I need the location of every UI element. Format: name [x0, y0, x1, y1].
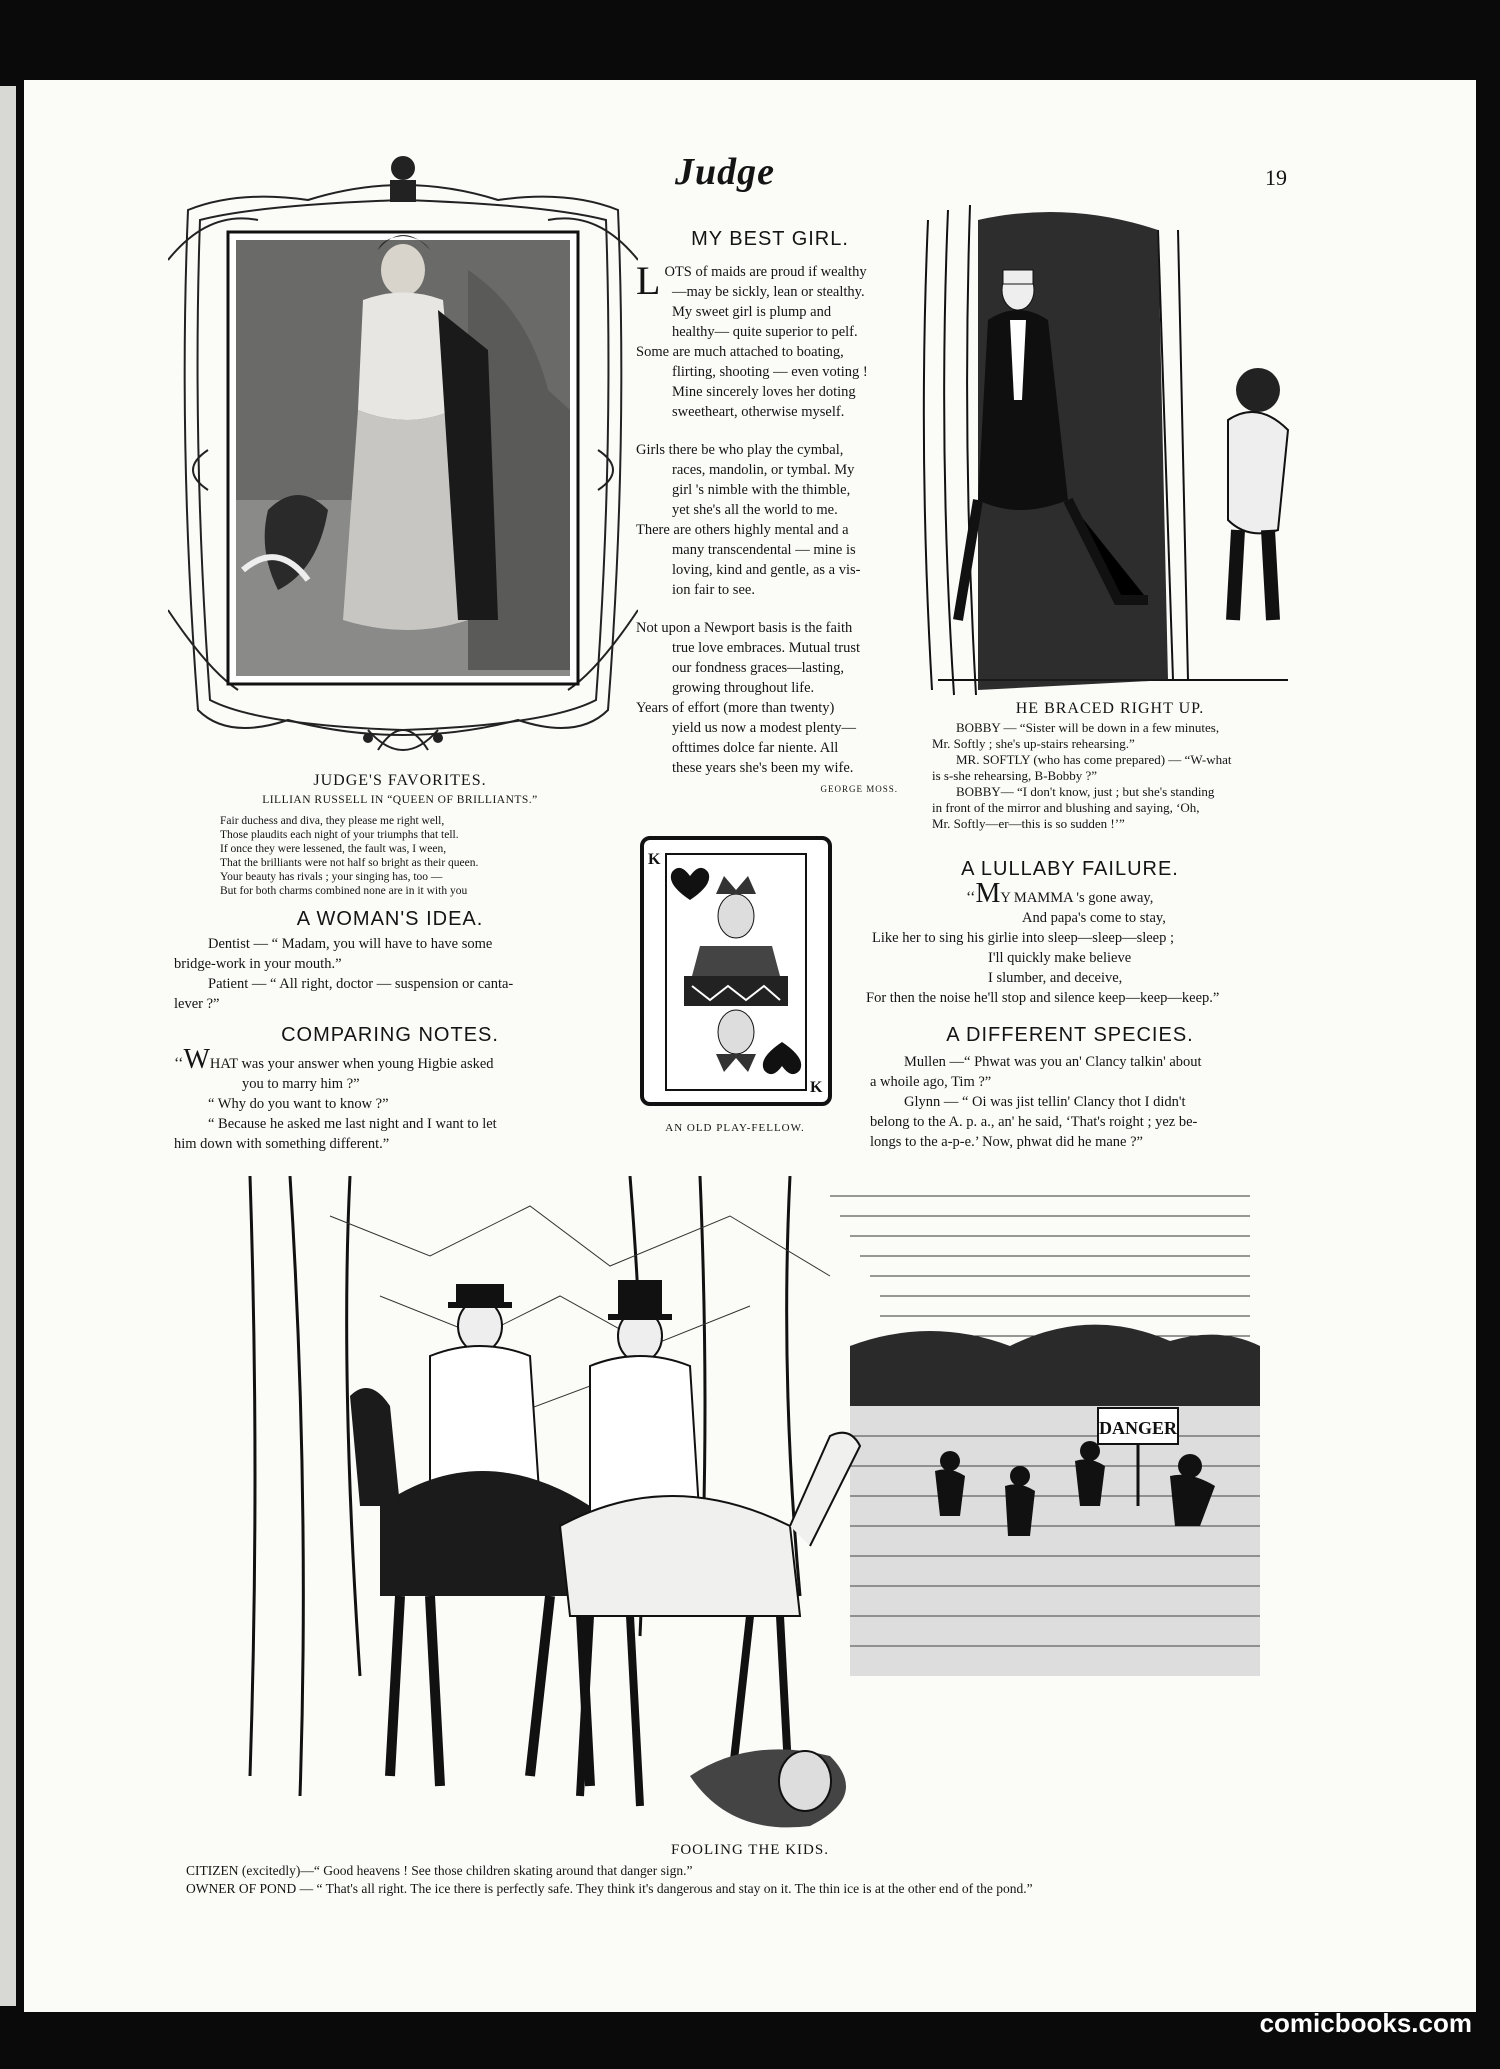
kids-caption-title: FOOLING THE KIDS. [671, 1842, 829, 1858]
species-text [870, 1052, 1308, 1152]
dialogue-line: Patient — “ All right, doctor — suspension or canta- [208, 976, 514, 992]
page-number: 19 [1265, 165, 1287, 190]
dialogue-line: him down with something different.” [174, 1136, 390, 1152]
poem-line: many transcendental — mine is [672, 542, 856, 558]
poem-line: ion fair to see. [672, 582, 755, 598]
dialogue-line: in front of the mirror and blushing and saying, ‘Oh, [932, 800, 1200, 815]
poem-line: yield us now a modest plenty— [672, 720, 857, 736]
king-of-hearts-card-illustration [640, 836, 832, 1106]
dialogue-line: Mr. Softly—er—this is so sudden !’” [932, 816, 1125, 831]
fooling-the-kids-illustration [230, 1176, 1270, 1836]
comparing-title: COMPARING NOTES. [281, 1024, 499, 1046]
poem-line: ofttimes dolce far niente. All [672, 740, 839, 756]
poem-line: Girls there be who play the cymbal, [636, 442, 844, 458]
svg-text:K: K [810, 1079, 823, 1096]
poem-line: —may be sickly, lean or stealthy. [672, 284, 865, 300]
womans-idea-title: A WOMAN'S IDEA. [296, 908, 484, 930]
drop-cap: M [975, 878, 1001, 909]
poem-line: My sweet girl is plump and [672, 304, 832, 320]
dialogue-line: longs to the a-p-e.’ Now, phwat did he mane ?” [870, 1134, 1143, 1150]
best-girl-author: GEORGE MOSS. [820, 784, 898, 794]
dialogue-line: belong to the A. p. a., an' he said, ‘That's roight ; yez be- [870, 1114, 1198, 1130]
poem-line: Y MAMMA 's gone away, [1000, 890, 1154, 906]
poem-line: healthy— quite superior to pelf. [672, 324, 858, 340]
verse-line: Your beauty has rivals ; your singing has, too — [220, 871, 443, 883]
verse-line: But for both charms combined none are in it with you [220, 885, 468, 897]
braced-illustration [918, 200, 1298, 700]
dialogue-line: BOBBY — “Sister will be down in a few minutes, [956, 720, 1220, 735]
drop-cap: W [183, 1044, 210, 1075]
lullaby-poem: ‘‘MY MAMMA 's gone away, And papa's come to stay, Like her to sing his girlie into sleep—sleep—sleep ; I'll quickly make believe I slumber, and deceive, For then the noise he'll stop and silence keep—keep—keep.” [866, 884, 1306, 1008]
poem-line: I'll quickly make believe [988, 950, 1132, 966]
poem-line: Not upon a Newport basis is the faith [636, 620, 853, 636]
poem-line: Mine sincerely loves her doting [672, 384, 856, 400]
caption-line: CITIZEN (excitedly)—“ Good heavens ! See those children skating around that danger sign.” [186, 1863, 693, 1878]
dialogue-line: Mullen —“ Phwat was you an' Clancy talkin' about [904, 1054, 1202, 1070]
comparing-text: ‘‘WHAT was your answer when young Higbie asked you to marry him ?” “ Why do you want to know ?” “ Because he asked me last night and I want to let him down with something different.” [174, 1050, 610, 1154]
portrait-frame-illustration [168, 150, 638, 770]
dialogue-line: bridge-work in your mouth.” [174, 956, 342, 972]
dialogue-line: “ Because he asked me last night and I want to let [208, 1116, 497, 1132]
poem-line: true love embraces. Mutual trust [672, 640, 861, 656]
favorites-verse [220, 814, 620, 898]
dialogue-line: lever ?” [174, 996, 220, 1012]
verse-line: That the brilliants were not half so bright as their queen. [220, 857, 479, 869]
dialogue-line: “ Why do you want to know ?” [208, 1096, 389, 1112]
lullaby-title: A LULLABY FAILURE. [961, 858, 1179, 880]
poem-line: sweetheart, otherwise myself. [672, 404, 845, 420]
poem-line: our fondness graces—lasting, [672, 660, 844, 676]
dialogue-line: MR. SOFTLY (who has come prepared) — “W-what [956, 752, 1232, 767]
binding-edge [0, 86, 16, 2006]
womans-idea-text [174, 934, 610, 1014]
watermark: comicbooks.com [1259, 2008, 1472, 2038]
verse-line: Those plaudits each night of your triumphs that tell. [220, 829, 459, 841]
poem-line: And papa's come to stay, [1022, 910, 1166, 926]
masthead: Judge [675, 151, 775, 193]
poem-line: yet she's all the world to me. [672, 502, 838, 518]
card-caption: AN OLD PLAY-FELLOW. [665, 1122, 805, 1134]
poem-line: OTS of maids are proud if wealthy [664, 264, 867, 280]
favorites-title: JUDGE'S FAVORITES. [313, 772, 487, 789]
poem-line: races, mandolin, or tymbal. My [672, 462, 855, 478]
poem-line: loving, kind and gentle, as a vis- [672, 562, 861, 578]
poem-line: I slumber, and deceive, [988, 970, 1123, 986]
verse-line: Fair duchess and diva, they please me right well, [220, 815, 445, 827]
poem-line: Years of effort (more than twenty) [636, 700, 835, 716]
poem-line: For then the noise he'll stop and silence keep—keep—keep.” [866, 990, 1220, 1006]
best-girl-title: MY BEST GIRL. [691, 228, 849, 250]
svg-text:K: K [648, 851, 661, 868]
danger-sign-text: DANGER [1098, 1418, 1178, 1438]
poem-line: Some are much attached to boating, [636, 344, 844, 360]
dialogue-line: is s-she rehearsing, B-Bobby ?” [932, 768, 1097, 783]
dialogue-line: you to marry him ?” [242, 1076, 360, 1092]
dialogue-line: Mr. Softly ; she's up-stairs rehearsing.” [932, 736, 1135, 751]
poem-line: these years she's been my wife. [672, 760, 854, 776]
poem-line: Like her to sing his girlie into sleep—sleep—sleep ; [872, 930, 1175, 946]
dialogue-line: Dentist — “ Madam, you will have to have some [208, 936, 493, 952]
braced-text [932, 720, 1302, 832]
best-girl-poem [636, 258, 904, 778]
kids-caption [186, 1862, 1326, 1898]
species-title: A DIFFERENT SPECIES. [946, 1024, 1194, 1046]
dialogue-line: HAT was your answer when young Higbie asked [209, 1056, 494, 1072]
poem-line: flirting, shooting — even voting ! [672, 364, 868, 380]
poem-line: growing throughout life. [672, 680, 815, 696]
favorites-subtitle: LILLIAN RUSSELL IN “QUEEN OF BRILLIANTS.” [262, 794, 538, 806]
poem-line: girl 's nimble with the thimble, [672, 482, 851, 498]
verse-line: If once they were lessened, the fault was, I ween, [220, 843, 447, 855]
dialogue-line: Glynn — “ Oi was jist tellin' Clancy thot I didn't [904, 1094, 1186, 1110]
braced-title: HE BRACED RIGHT UP. [1015, 700, 1205, 717]
caption-line: OWNER OF POND — “ That's all right. The ice there is perfectly safe. They think it's dangerous and stay on it. The thin ice is at the other end of the pond.” [186, 1881, 1033, 1896]
dialogue-line: a whoile ago, Tim ?” [870, 1074, 992, 1090]
dialogue-line: BOBBY— “I don't know, just ; but she's standing [956, 784, 1215, 799]
drop-cap: L [636, 258, 661, 303]
poem-line: There are others highly mental and a [636, 522, 849, 538]
